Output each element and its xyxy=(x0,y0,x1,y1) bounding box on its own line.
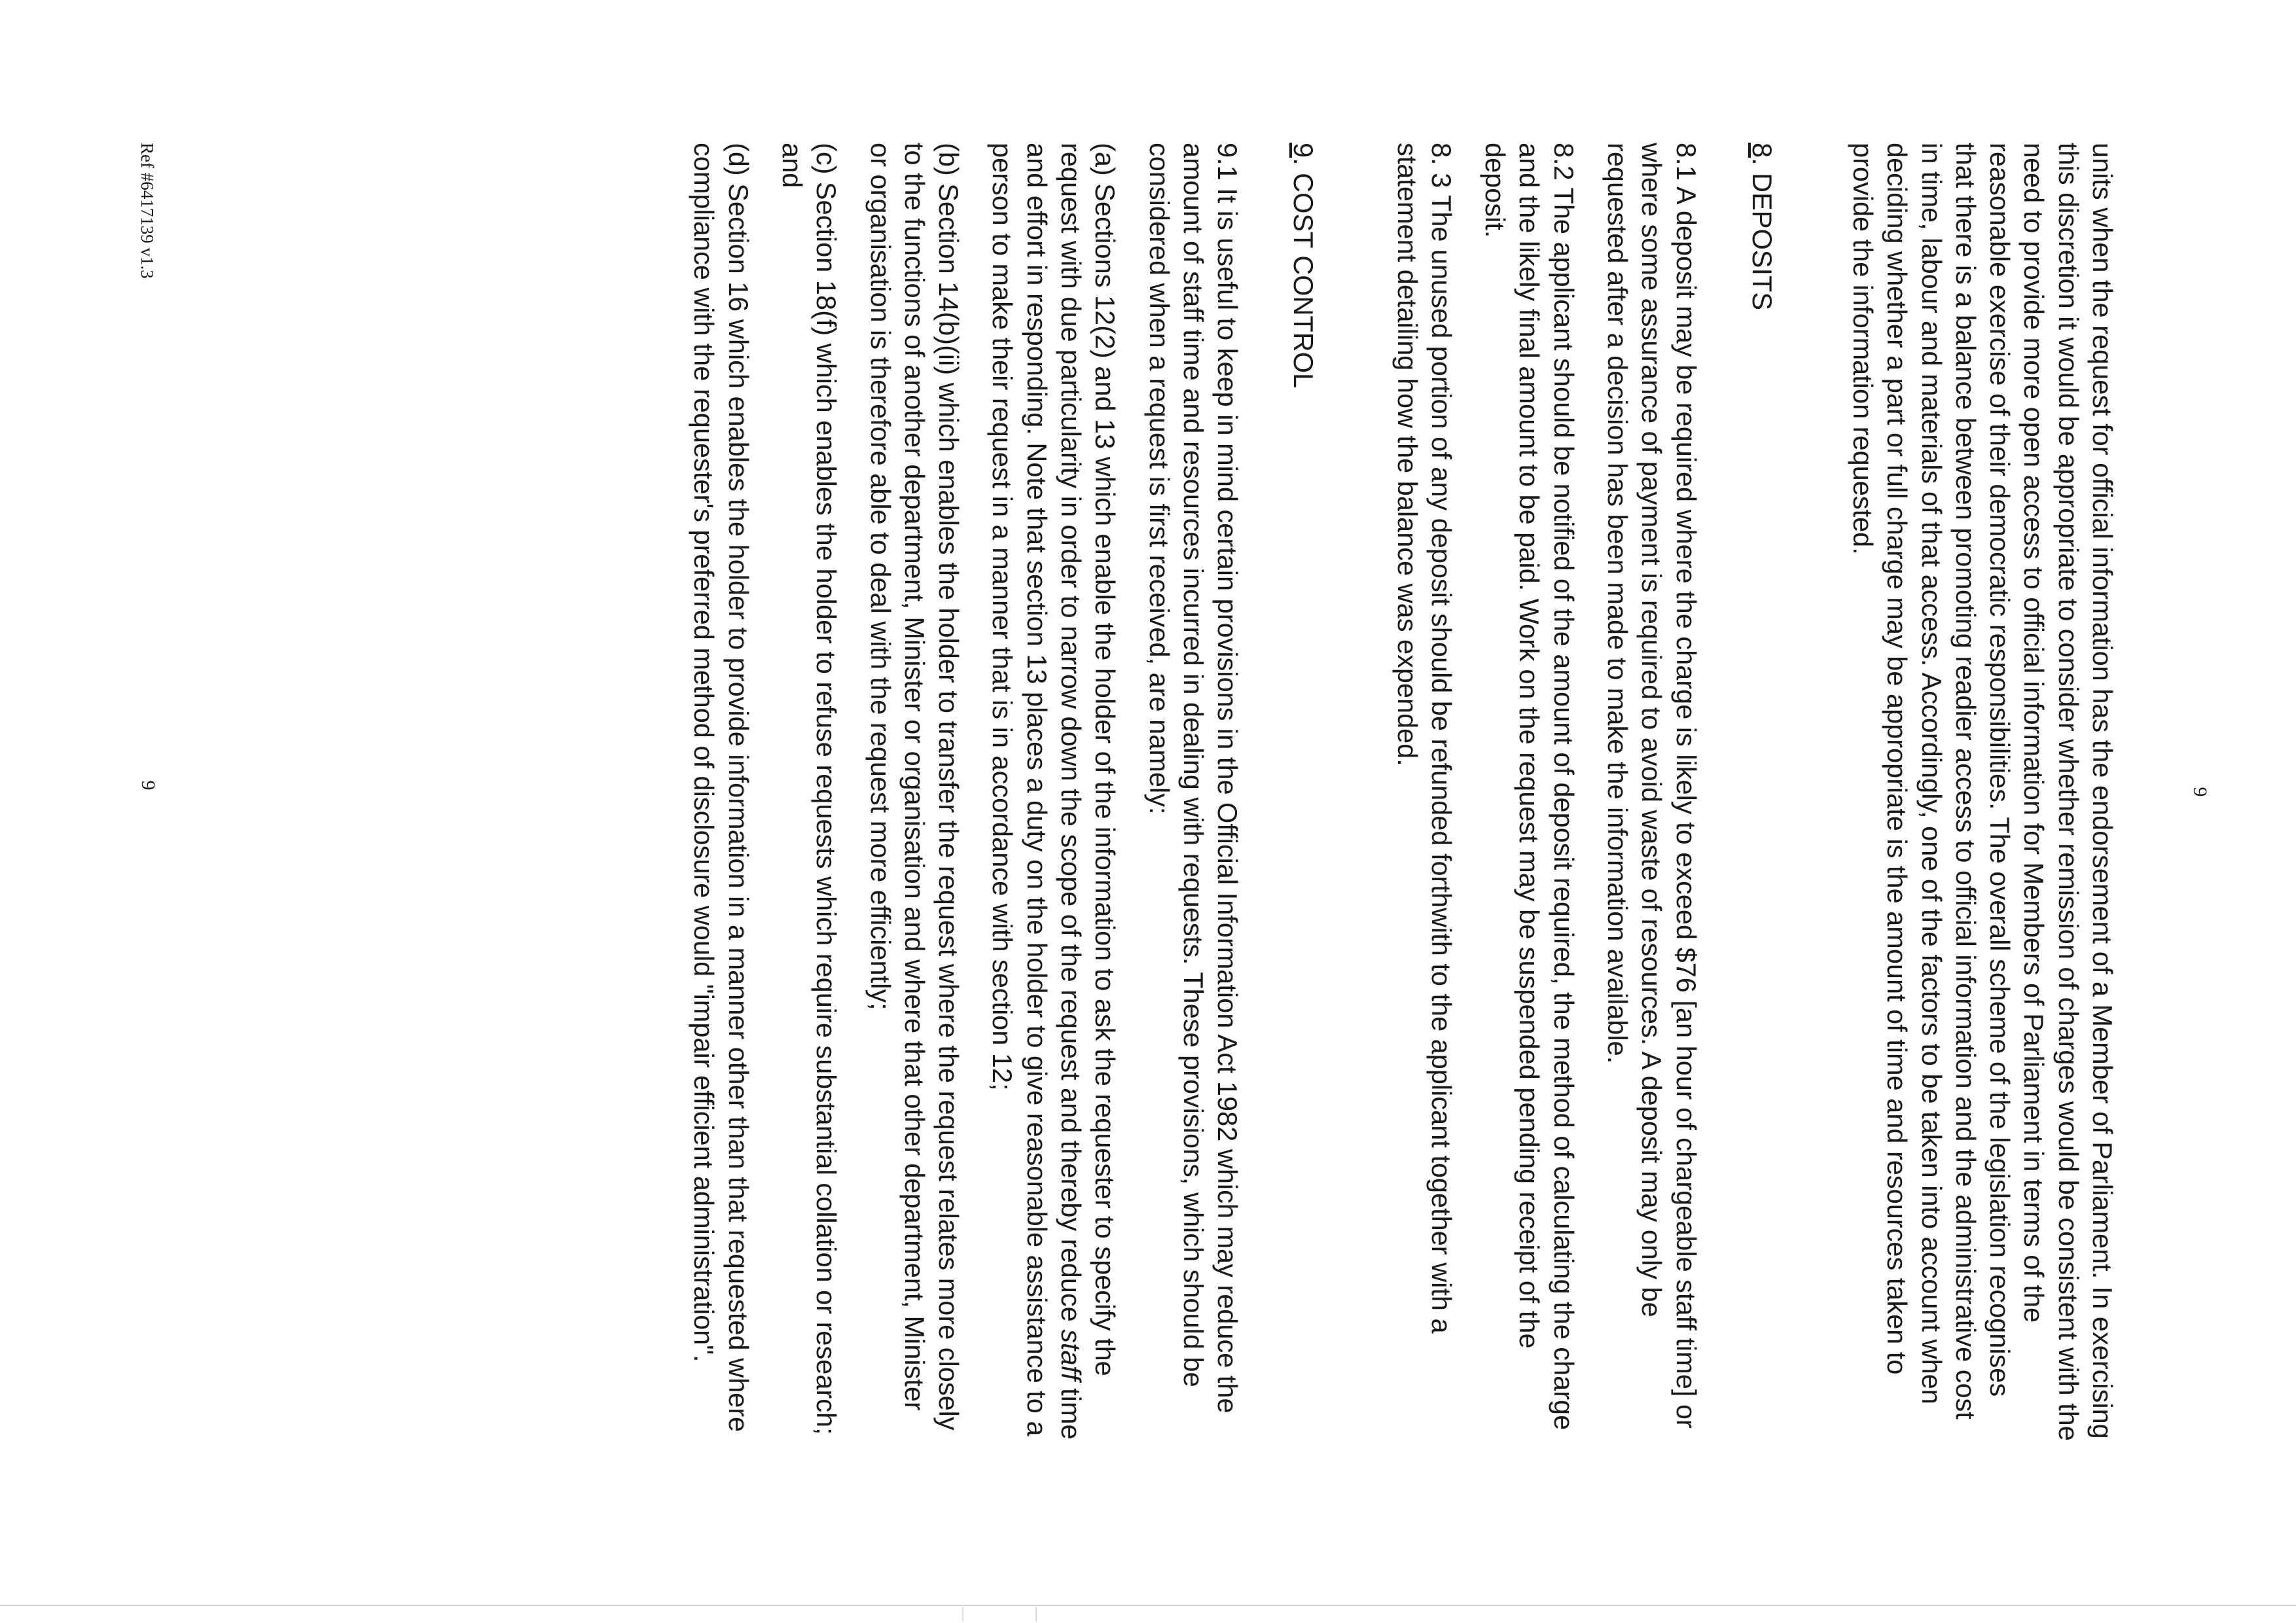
footer-page-number: 9 xyxy=(137,780,159,791)
section-9-heading xyxy=(1286,143,1320,1442)
section-8-number: 8 xyxy=(1746,143,1778,158)
paragraph-9-1-a-start: (a) Sections 12(2) and 13 which enable the holder of the information to ask the requester to specify the request with due particularity in order to narrow down the scope of the request and thereby reduce xyxy=(1056,143,1121,1376)
header-page-number: 9 xyxy=(2189,787,2211,797)
paragraph-9-1-a-end: time and effort in responding. Note that section 13 places a duty on the holder to give reasonable assistance to a person to make their request in a manner that is in accordance with section 12; xyxy=(987,143,1087,1440)
document-reference: Ref #6417139 v1.3 xyxy=(137,143,157,279)
paragraph-9-1-b: (b) Section 14(b)(ii) which enables the holder to transfer the request where the request relates more closely to the functions of another department, Minister or organisation and where that other department, Minister or organisation is therefore able to deal with the request more efficiently; xyxy=(865,143,965,1431)
paragraph-9-1-d: (d) Section 16 which enables the holder to provide information in a manner other than that requested where compliance with the requester's preferred method of disclosure would "impair efficient administration". xyxy=(689,143,754,1433)
paragraph-9-1-c: (c) Section 18(f) which enables the holder to refuse requests which require substantial collation or research; and xyxy=(776,143,842,1435)
section-8-heading xyxy=(1745,143,1779,1442)
paragraph-9-1: 9.1 It is useful to keep in mind certain provisions in the Official Information Act 1982 which may reduce the amount of staff time and resources incurred in dealing with requests. These provisions, which should be considered when a request is first received, are namely: xyxy=(1143,143,1244,1414)
section-9-title: . COST CONTROL xyxy=(1288,158,1319,389)
paragraph-8-3: 8. 3 The unused portion of any deposit should be refunded forthwith to the applicant together with a statement detailing how the balance was expended. xyxy=(1391,143,1457,1334)
paragraph-9-1-a xyxy=(985,143,1122,1442)
intro-paragraph: units when the request for official information has the endorsement of a Member of Parliament. In exercising this discretion it would be appropriate to consider whether remission of charges would be consistent with the need to provide more open access to official information for Members of Parliament in terms of the reasonable exercise of their democratic responsibilities. The overall scheme of the legislation recognises that there is a balance between promoting readier access to official information and the administrative cost in time, labour and materials of that access. Accordingly, one of the factors to be taken into account when deciding whether a part or full charge may be appropriate is the amount of time and resources taken to provide the information requested. xyxy=(1847,143,2118,1441)
paragraph-8-2: 8.2 The applicant should be notified of the amount of deposit required, the method of calculating the charge and the likely final amount to be paid. Work on the request may be suspended pending receipt of the deposit. xyxy=(1480,143,1579,1431)
paragraph-9-1-a-italic: staff xyxy=(1056,1329,1087,1381)
paragraph-8-1: 8.1 A deposit may be required where the charge is likely to exceed $76 [an hour of chargeable staff time] or where some assurance of payment is required to avoid waste of resources. A deposit may only be requested after a decision has been made to make the information available. xyxy=(1602,143,1702,1429)
document-body xyxy=(667,143,2119,1442)
section-9-number: 9 xyxy=(1288,143,1319,158)
section-8-title: . DEPOSITS xyxy=(1746,158,1778,311)
